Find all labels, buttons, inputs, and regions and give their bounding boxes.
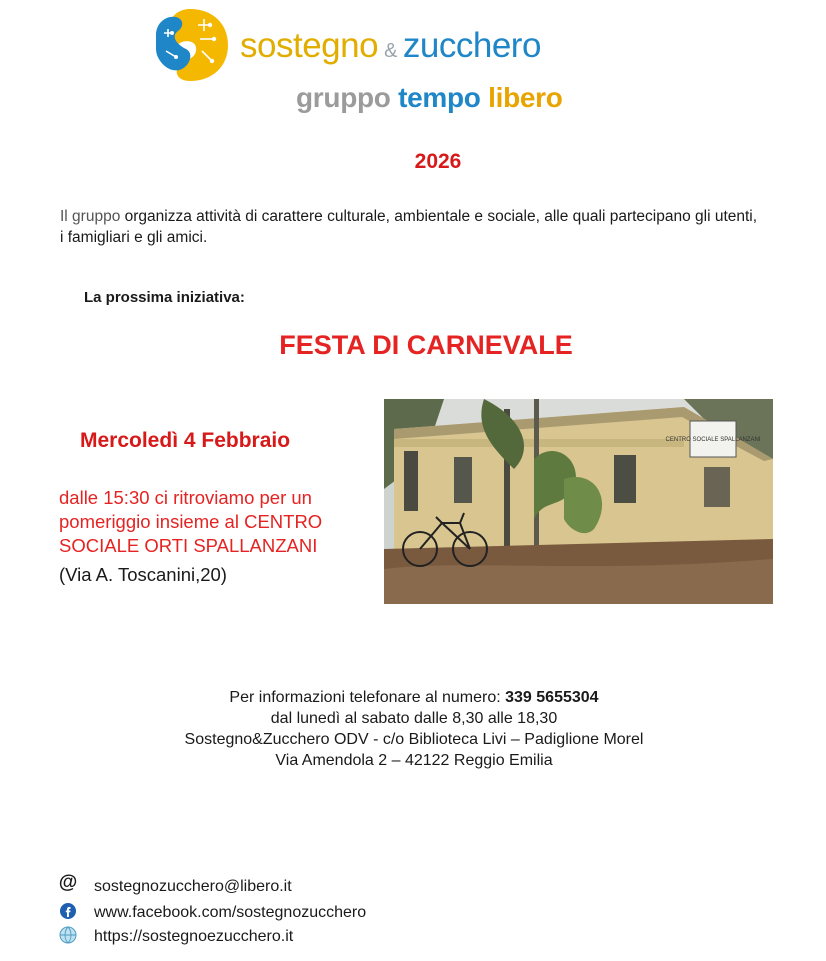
info-line-4: Via Amendola 2 – 42122 Reggio Emilia	[275, 752, 553, 769]
info-line-3: Sostegno&Zucchero ODV - c/o Biblioteca Livi – Padiglione Morel	[184, 731, 644, 748]
info-block	[0, 687, 826, 771]
contact-website-text[interactable]: https://sostegnoezucchero.it	[94, 928, 294, 945]
contact-facebook-text[interactable]: www.facebook.com/sostegnozucchero	[94, 904, 367, 921]
intro-text: organizza attività di carattere culturale, ambientale e sociale, alle quali partecipano gli utenti, i famigliari e gli amici.	[60, 208, 758, 246]
info-phone: 339 5655304	[505, 689, 599, 706]
event-address: (Via A. Toscanini,20)	[59, 564, 227, 585]
brand-name	[240, 26, 541, 66]
tagline-word-3: libero	[488, 82, 563, 113]
info-line-2: dal lunedì al sabato dalle 8,30 alle 18,30	[270, 710, 558, 727]
contact-email-text[interactable]: sostegnozucchero@libero.it	[94, 878, 292, 895]
event-title: FESTA DI CARNEVALE	[279, 330, 573, 360]
web-icon	[58, 925, 78, 945]
brand-name-part1: sostegno	[240, 26, 379, 65]
tagline-word-2: tempo	[398, 82, 481, 113]
facebook-icon	[58, 902, 78, 920]
logo-mark-icon	[150, 5, 230, 85]
info-line-1	[0, 687, 826, 708]
venue-photo	[384, 399, 773, 604]
year-heading: 2026	[414, 150, 462, 173]
tagline-word-1: gruppo	[296, 82, 391, 113]
event-description: dalle 15:30 ci ritroviamo per un pomeriggio insieme al CENTRO SOCIALE ORTI SPALLANZANI	[59, 487, 323, 556]
intro-paragraph	[60, 206, 760, 248]
photo-sign-text: CENTRO SOCIALE SPALLANZANI	[665, 437, 761, 443]
brand-name-part2: zucchero	[402, 26, 541, 65]
brand-ampersand: &	[384, 40, 397, 62]
at-icon: @	[58, 872, 78, 893]
intro-lead: Il gruppo	[60, 208, 121, 225]
info-prefix: Per informazioni telefonare al numero:	[229, 689, 506, 706]
event-date: Mercoledì 4 Febbraio	[80, 429, 291, 452]
brand-tagline	[296, 82, 563, 114]
next-initiative-label: La prossima iniziativa:	[84, 289, 245, 306]
